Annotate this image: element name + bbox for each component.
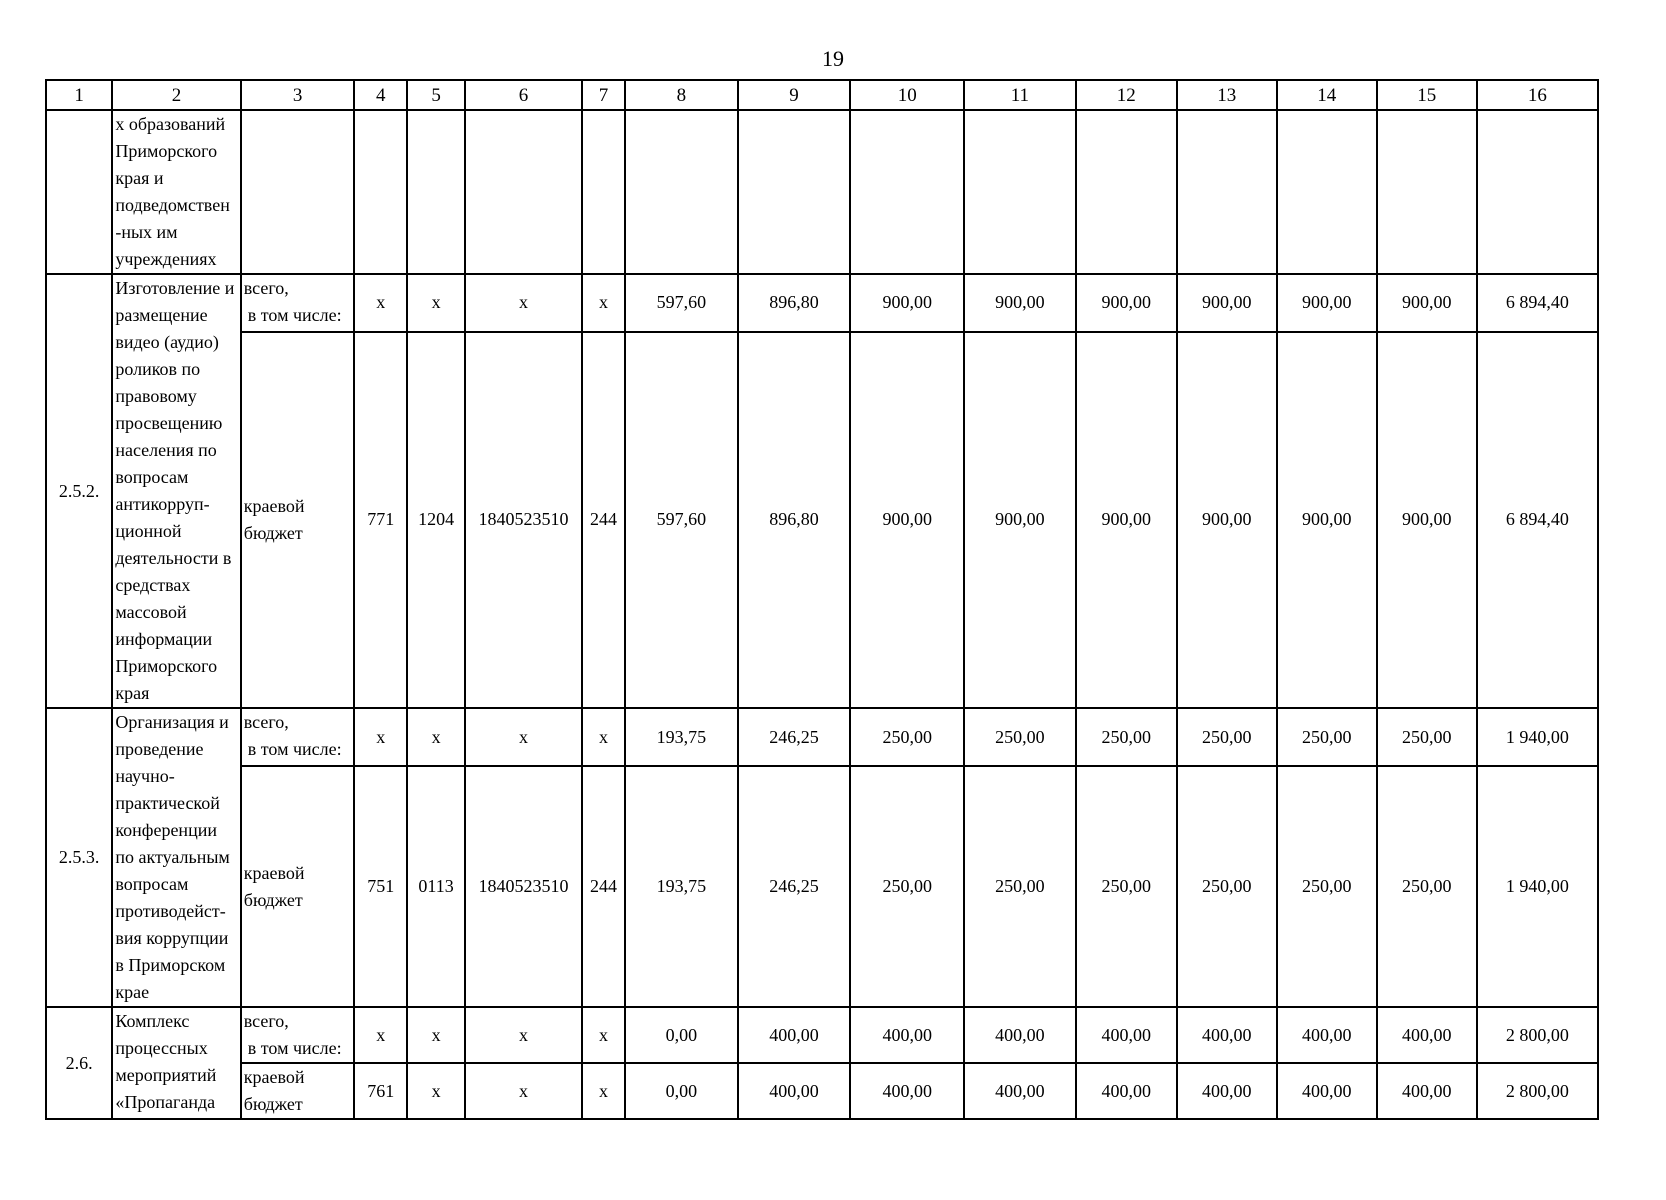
item-number: 2.5.3. xyxy=(46,708,112,1007)
amount-col-13: 250,00 xyxy=(1177,708,1277,766)
code-c6: 1840523510 xyxy=(465,766,582,1007)
funding-source-total-line2: в том числе: xyxy=(247,305,342,325)
amount-col-12: 250,00 xyxy=(1076,708,1177,766)
amount-col-10: 250,00 xyxy=(850,708,964,766)
column-number-10: 10 xyxy=(850,80,964,110)
code-c7: х xyxy=(582,1063,625,1119)
code-c4: х xyxy=(354,274,407,332)
column-number-3: 3 xyxy=(241,80,355,110)
amount-col-13: 400,00 xyxy=(1177,1063,1277,1119)
amount-col-14: 250,00 xyxy=(1277,708,1377,766)
column-number-9: 9 xyxy=(738,80,851,110)
amount-col-10: 900,00 xyxy=(850,332,964,708)
column-number-1: 1 xyxy=(46,80,112,110)
code-c6: х xyxy=(465,1007,582,1063)
item-number: 2.5.2. xyxy=(46,274,112,708)
item-description: Комплекс процессных мероприятий «Пропаганда xyxy=(112,1007,240,1119)
code-c4: 761 xyxy=(354,1063,407,1119)
amount-col-14: 900,00 xyxy=(1277,274,1377,332)
amount-col-9: 246,25 xyxy=(738,766,851,1007)
column-number-4: 4 xyxy=(354,80,407,110)
amount-col-11: 400,00 xyxy=(964,1063,1076,1119)
item-total-row xyxy=(46,274,1598,332)
amount-col-15: 900,00 xyxy=(1377,274,1477,332)
funding-source-regional-line1: краевой xyxy=(243,862,305,883)
code-c7: х xyxy=(582,708,625,766)
code-c4: 771 xyxy=(354,332,407,708)
item-total-row xyxy=(46,708,1598,766)
amount-col-8: 193,75 xyxy=(625,708,738,766)
item-regional-row xyxy=(46,1063,1598,1119)
code-c6: 1840523510 xyxy=(465,332,582,708)
funding-source-regional xyxy=(241,1063,355,1119)
amount-col-11: 250,00 xyxy=(964,708,1076,766)
column-number-13: 13 xyxy=(1177,80,1277,110)
code-c5: х xyxy=(407,1007,465,1063)
amount-col-16: 1 940,00 xyxy=(1477,708,1598,766)
item-total-row xyxy=(46,1007,1598,1063)
code-c5: 1204 xyxy=(407,332,465,708)
code-c4: х xyxy=(354,1007,407,1063)
amount-col-9: 246,25 xyxy=(738,708,851,766)
column-number-8: 8 xyxy=(625,80,738,110)
funding-source-total-line2: в том числе: xyxy=(247,739,342,759)
amount-col-8: 597,60 xyxy=(625,332,738,708)
code-c6: х xyxy=(465,708,582,766)
amount-col-8: 597,60 xyxy=(625,274,738,332)
funding-source-total xyxy=(241,708,355,766)
code-c4: 751 xyxy=(354,766,407,1007)
funding-source-total-line2: в том числе: xyxy=(247,1038,342,1058)
amount-col-11: 900,00 xyxy=(964,332,1076,708)
amount-col-9: 400,00 xyxy=(738,1063,851,1119)
amount-col-16: 2 800,00 xyxy=(1477,1063,1598,1119)
code-c4: х xyxy=(354,708,407,766)
amount-col-13: 900,00 xyxy=(1177,274,1277,332)
amount-col-12: 250,00 xyxy=(1076,766,1177,1007)
item-description: Изготовление и размещение видео (аудио) роликов по правовому просвещению населения по вопросам антикорруп- ционной деятельности в средствах массовой информации Приморского края xyxy=(112,274,240,708)
code-c5: х xyxy=(407,708,465,766)
amount-col-9: 400,00 xyxy=(738,1007,851,1063)
amount-col-13: 900,00 xyxy=(1177,332,1277,708)
code-c5: 0113 xyxy=(407,766,465,1007)
column-number-5: 5 xyxy=(407,80,465,110)
amount-col-12: 400,00 xyxy=(1076,1007,1177,1063)
funding-source-total-line1: всего, xyxy=(243,1011,289,1031)
amount-col-10: 400,00 xyxy=(850,1063,964,1119)
amount-col-15: 400,00 xyxy=(1377,1063,1477,1119)
column-number-15: 15 xyxy=(1377,80,1477,110)
amount-col-15: 250,00 xyxy=(1377,708,1477,766)
amount-col-10: 250,00 xyxy=(850,766,964,1007)
amount-col-15: 900,00 xyxy=(1377,332,1477,708)
amount-col-8: 0,00 xyxy=(625,1063,738,1119)
amount-col-9: 896,80 xyxy=(738,332,851,708)
funding-source-regional-line2: бюджет xyxy=(243,522,303,543)
amount-col-12: 900,00 xyxy=(1076,332,1177,708)
funding-source-regional xyxy=(241,766,355,1007)
amount-col-16: 2 800,00 xyxy=(1477,1007,1598,1063)
amount-col-15: 250,00 xyxy=(1377,766,1477,1007)
column-number-12: 12 xyxy=(1076,80,1177,110)
amount-col-15: 400,00 xyxy=(1377,1007,1477,1063)
amount-col-14: 400,00 xyxy=(1277,1007,1377,1063)
item-description: Организация и проведение научно- практической конференции по актуальным вопросам противодейст- вия коррупции в Приморском крае xyxy=(112,708,240,1007)
continuation-row xyxy=(46,110,1598,274)
amount-col-13: 400,00 xyxy=(1177,1007,1277,1063)
amount-col-11: 250,00 xyxy=(964,766,1076,1007)
funding-source-total xyxy=(241,274,355,332)
code-c5: х xyxy=(407,1063,465,1119)
amount-col-8: 0,00 xyxy=(625,1007,738,1063)
column-number-row xyxy=(46,80,1598,110)
amount-col-11: 900,00 xyxy=(964,274,1076,332)
column-number-11: 11 xyxy=(964,80,1076,110)
funding-source-regional-line1: краевой xyxy=(243,495,305,516)
column-number-16: 16 xyxy=(1477,80,1598,110)
amount-col-8: 193,75 xyxy=(625,766,738,1007)
amount-col-16: 6 894,40 xyxy=(1477,274,1598,332)
amount-col-10: 900,00 xyxy=(850,274,964,332)
funding-source-regional-line1: краевой xyxy=(243,1067,305,1087)
funding-source-regional-line2: бюджет xyxy=(243,889,303,910)
code-c7: 244 xyxy=(582,766,625,1007)
amount-col-10: 400,00 xyxy=(850,1007,964,1063)
item-regional-row xyxy=(46,332,1598,708)
item-regional-row xyxy=(46,766,1598,1007)
budget-table xyxy=(45,79,1599,1120)
funding-source-total-line1: всего, xyxy=(243,712,289,732)
amount-col-14: 400,00 xyxy=(1277,1063,1377,1119)
funding-source-total xyxy=(241,1007,355,1063)
column-number-6: 6 xyxy=(465,80,582,110)
amount-col-14: 900,00 xyxy=(1277,332,1377,708)
funding-source-total-line1: всего, xyxy=(243,278,289,298)
amount-col-9: 896,80 xyxy=(738,274,851,332)
page-number: 19 xyxy=(822,46,844,71)
amount-col-14: 250,00 xyxy=(1277,766,1377,1007)
funding-source-regional-line2: бюджет xyxy=(243,1094,303,1114)
column-number-2: 2 xyxy=(112,80,240,110)
code-c7: х xyxy=(582,1007,625,1063)
amount-col-12: 900,00 xyxy=(1076,274,1177,332)
code-c7: х xyxy=(582,274,625,332)
funding-source-regional xyxy=(241,332,355,708)
code-c5: х xyxy=(407,274,465,332)
code-c7: 244 xyxy=(582,332,625,708)
amount-col-12: 400,00 xyxy=(1076,1063,1177,1119)
code-c6: х xyxy=(465,274,582,332)
amount-col-11: 400,00 xyxy=(964,1007,1076,1063)
item-number: 2.6. xyxy=(46,1007,112,1119)
amount-col-16: 1 940,00 xyxy=(1477,766,1598,1007)
amount-col-16: 6 894,40 xyxy=(1477,332,1598,708)
column-number-7: 7 xyxy=(582,80,625,110)
code-c6: х xyxy=(465,1063,582,1119)
column-number-14: 14 xyxy=(1277,80,1377,110)
amount-col-13: 250,00 xyxy=(1177,766,1277,1007)
continuation-description: х образований Приморского края и подведомствен -ных им учреждениях xyxy=(112,110,240,274)
